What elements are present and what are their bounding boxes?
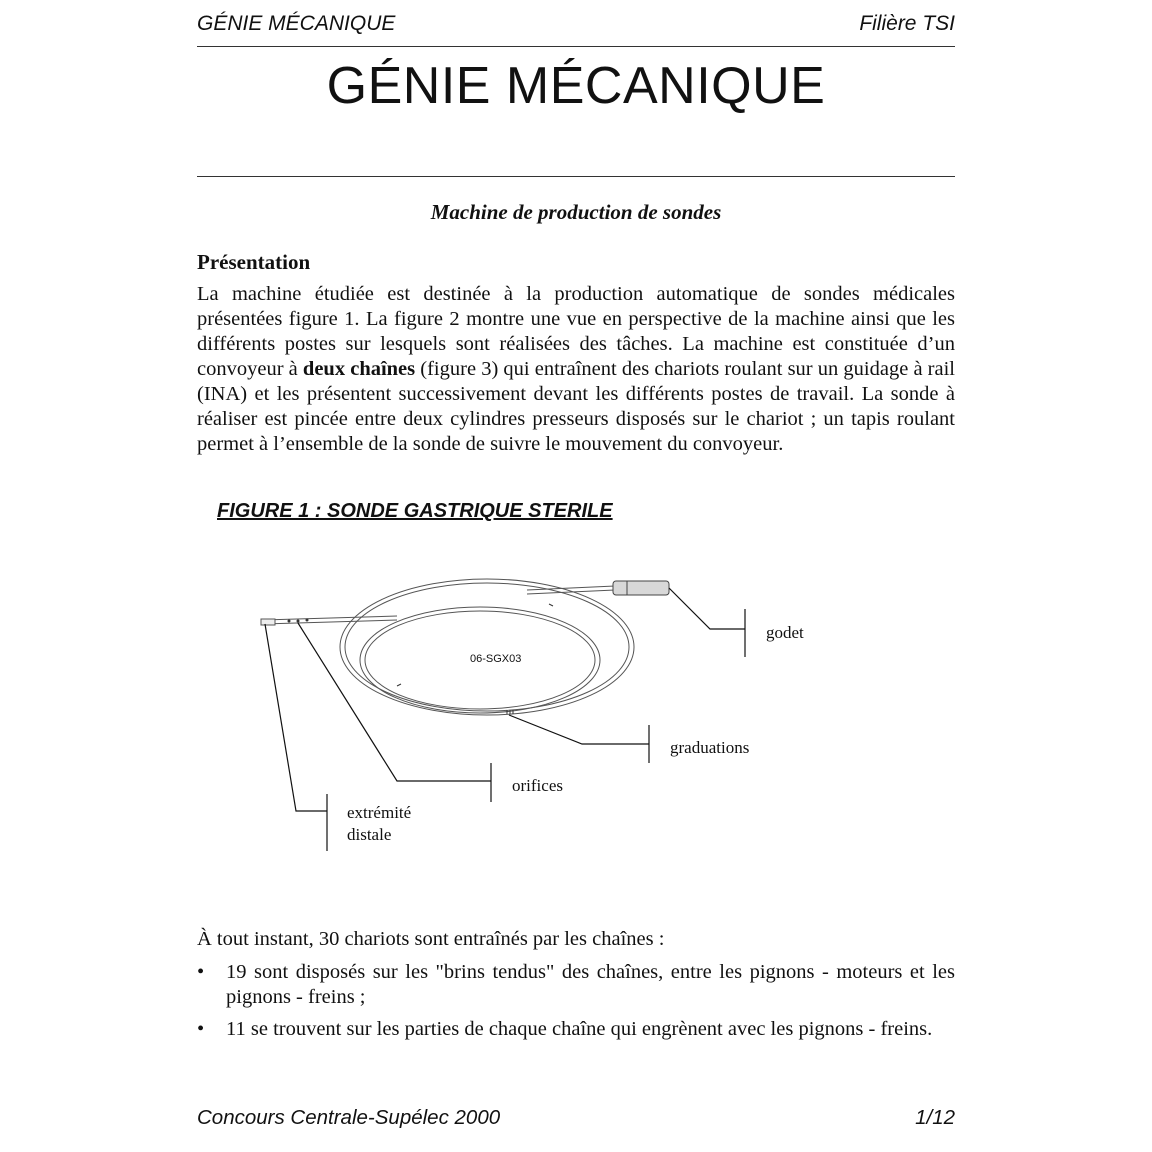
title-divider	[197, 176, 955, 177]
label-distal-line2: distale	[347, 825, 392, 844]
page-number: 1/12	[915, 1106, 955, 1129]
running-header	[197, 10, 955, 47]
leader-lines	[265, 588, 745, 851]
label-distal-line1: extrémité	[347, 803, 412, 822]
probe-reference-code: 06-SGX03	[470, 653, 522, 665]
presentation-paragraph	[197, 282, 955, 457]
paragraph-bold-text: deux chaînes	[302, 358, 416, 380]
graduations-leader	[509, 715, 649, 744]
bullet-icon: •	[197, 961, 205, 983]
distal-section	[261, 616, 397, 625]
probe-figure	[197, 540, 817, 870]
list-item-text: 19 sont disposés sur les "brins tendus" des chaînes, entre les pignons - moteurs et les pignons - freins ;	[226, 961, 955, 1008]
section-heading: Présentation	[197, 250, 311, 274]
godet-leader	[669, 588, 745, 629]
list-item	[197, 960, 955, 1010]
tube-outer-loop-a	[340, 579, 634, 715]
paragraph-text-end: (figure 3) qui entraînent des chariots roulant sur un guidage à rail (INA) et les présentent successivement devant les différents postes de travail. La sonde à réaliser est pincée entre deux cylindres presseurs disposés sur le chariot ; un tapis roulant permet à l’ensemble de la sonde de suivre le mouvement du convoyeur.	[197, 358, 955, 455]
label-godet: godet	[766, 623, 804, 642]
list-item-text: 11 se trouvent sur les parties de chaque chaîne qui engrènent avec les pignons - freins.	[226, 1018, 933, 1040]
paragraph-text-start: La machine étudiée est destinée à la production automatique de sondes médicales présentées figure 1. La figure 2 montre une vue en perspective de la machine ainsi que les différents postes sur lesquels sont réalisées des tâches. La machine est constituée d’un convoyeur à	[197, 283, 955, 380]
list-item	[197, 1017, 955, 1042]
header-right: Filière TSI	[859, 12, 955, 35]
header-left: GÉNIE MÉCANIQUE	[197, 12, 396, 35]
page-title: GÉNIE MÉCANIQUE	[326, 57, 826, 115]
document-subtitle: Machine de production de sondes	[430, 200, 722, 224]
footer-source: Concours Centrale-Supélec 2000	[197, 1106, 501, 1129]
figure-caption: FIGURE 1 : SONDE GASTRIQUE STERILE	[217, 500, 613, 522]
tube-outer-loop-b	[345, 583, 629, 711]
chariots-list	[197, 960, 955, 1049]
godet-connector	[613, 581, 669, 595]
label-orifices: orifices	[512, 776, 563, 795]
chariots-intro: À tout instant, 30 chariots sont entraînés par les chaînes :	[197, 928, 665, 950]
distal-leader	[265, 624, 327, 811]
orifices-leader	[298, 623, 491, 781]
bullet-icon: •	[197, 1018, 205, 1040]
label-graduations: graduations	[670, 738, 750, 757]
probe-tube	[340, 579, 634, 715]
label-distal-end	[347, 802, 411, 846]
